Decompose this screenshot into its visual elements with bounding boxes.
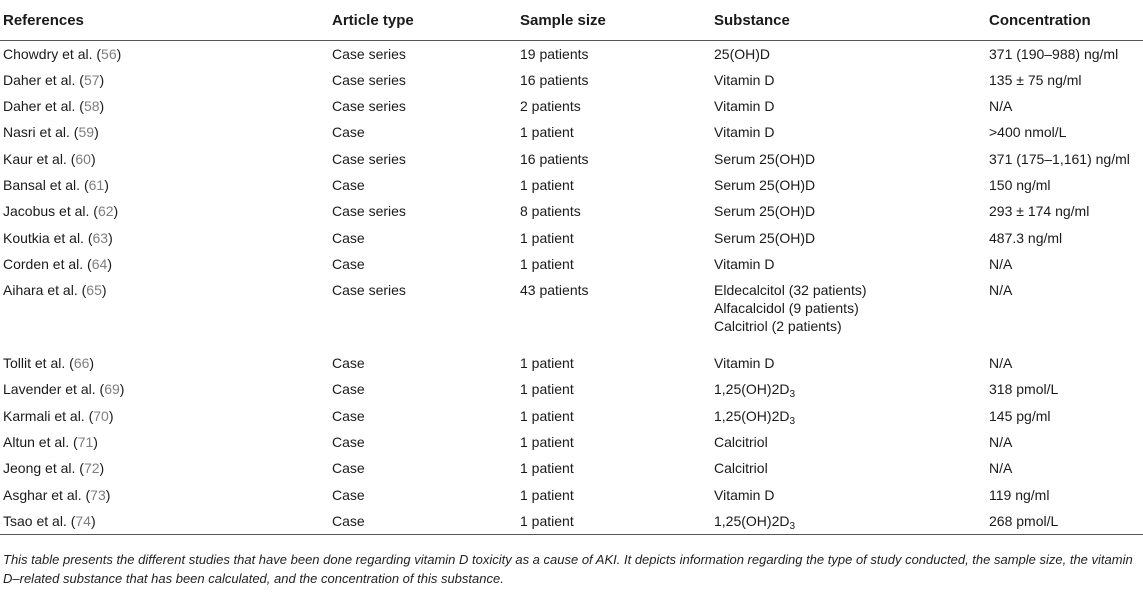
- table-caption: This table presents the different studies that have been done regarding vitamin D toxicity as a cause of AKI. It depicts information regarding the type of study conducted, the sample size, the vitamin D–related substance that has been calculated, and the concentration of this substance.: [3, 552, 1133, 586]
- reference-link[interactable]: 72: [83, 460, 100, 477]
- cell-sample-size: 43 patients: [520, 282, 589, 299]
- reference-author: Tollit et al.: [3, 355, 66, 372]
- reference-link[interactable]: 64: [91, 255, 108, 272]
- cell-sample-size: 1 patient: [520, 460, 574, 477]
- reference-author: Asghar et al.: [3, 486, 82, 503]
- cell-concentration: N/A: [989, 282, 1013, 299]
- substance-line: [714, 150, 986, 168]
- cell-reference: Bansal et al. (61): [3, 176, 109, 193]
- cell-sample-size: 19 patients: [520, 46, 589, 62]
- cell-reference: Tollit et al. (66): [3, 355, 95, 372]
- cell-reference: Koutkia et al. (63): [3, 229, 113, 246]
- cell-reference: Corden et al. (64): [3, 255, 112, 272]
- substance-subscript: 3: [789, 415, 796, 427]
- cell-article-type: Case: [332, 355, 365, 372]
- cell-article-type: Case: [332, 407, 365, 424]
- cell-sample-size: 1 patient: [520, 407, 574, 424]
- cell-substance: [711, 225, 986, 251]
- cell-reference: Asghar et al. (73): [3, 486, 111, 503]
- cell-concentration: >400 nmol/L: [989, 124, 1067, 141]
- cell-article-type: Case series: [332, 71, 406, 88]
- cell-reference: Nasri et al. (59): [3, 124, 99, 141]
- cell-article-type: Case: [332, 176, 365, 193]
- substance-line: [714, 512, 986, 530]
- substance-line: [714, 255, 986, 273]
- reference-author: Daher et al.: [3, 98, 76, 115]
- substance-line: [714, 380, 986, 401]
- reference-author: Nasri et al.: [3, 124, 70, 141]
- cell-article-type: Case: [332, 381, 365, 398]
- cell-reference: Daher et al. (58): [3, 98, 105, 115]
- header-concentration: Concentration: [986, 0, 1143, 41]
- cell-reference: Daher et al. (57): [3, 71, 105, 88]
- cell-article-type: Case: [332, 460, 365, 477]
- reference-link[interactable]: 65: [86, 282, 102, 299]
- cell-article-type: Case: [332, 124, 365, 141]
- substance-text: Alfacalcidol (9 patients): [714, 300, 859, 317]
- cell-sample-size: 1 patient: [520, 355, 574, 372]
- reference-link[interactable]: 69: [104, 381, 120, 398]
- cell-article-type: Case: [332, 486, 365, 503]
- cell-concentration: 150 ng/ml: [989, 176, 1051, 193]
- table-row: [0, 225, 1143, 251]
- substance-line: [714, 299, 986, 317]
- cell-article-type: Case: [332, 255, 365, 272]
- cell-substance: [711, 429, 986, 455]
- reference-author: Tsao et al.: [3, 512, 67, 529]
- cell-sample-size: 8 patients: [520, 203, 581, 220]
- cell-article-type: Case series: [332, 282, 406, 299]
- cell-sample-size: 16 patients: [520, 71, 589, 88]
- reference-link[interactable]: 56: [101, 46, 117, 62]
- cell-concentration: 487.3 ng/ml: [989, 229, 1063, 246]
- cell-concentration: 119 ng/ml: [989, 486, 1050, 503]
- cell-substance: [711, 119, 986, 145]
- header-sample-size: Sample size: [517, 0, 711, 41]
- substance-line: [714, 229, 986, 247]
- table-row: [0, 482, 1143, 508]
- cell-reference: Kaur et al. (60): [3, 150, 96, 167]
- table-row: [0, 93, 1143, 119]
- table-row: [0, 403, 1143, 429]
- cell-concentration: N/A: [989, 355, 1013, 372]
- cell-concentration: 318 pmol/L: [989, 381, 1059, 398]
- cell-sample-size: 1 patient: [520, 229, 574, 246]
- cell-substance: [711, 455, 986, 481]
- substance-line: [714, 123, 986, 141]
- table-row: [0, 41, 1143, 67]
- cell-concentration: 371 (175–1,161) ng/ml: [989, 150, 1130, 167]
- header-substance: Substance: [711, 0, 986, 41]
- substance-line: [714, 176, 986, 194]
- reference-author: Bansal et al.: [3, 176, 81, 193]
- cell-substance: [711, 376, 986, 402]
- header-references: References: [0, 0, 329, 41]
- cell-article-type: Case: [329, 508, 517, 534]
- reference-author: Daher et al.: [3, 71, 76, 88]
- cell-concentration: N/A: [989, 98, 1013, 115]
- cell-article-type: Case: [332, 434, 365, 451]
- reference-link[interactable]: 70: [93, 407, 109, 424]
- substance-text: Vitamin D: [714, 71, 775, 88]
- substance-line: [714, 71, 986, 89]
- cell-substance: [711, 146, 986, 172]
- substance-line: [714, 317, 986, 335]
- substance-text: Serum 25(OH)D: [714, 203, 816, 220]
- substance-text: Calcitriol: [714, 434, 768, 451]
- cell-reference: Lavender et al. (69): [3, 381, 125, 398]
- substance-text: 1,25(OH)2D: [714, 512, 790, 529]
- reference-link[interactable]: 59: [78, 124, 95, 141]
- cell-reference: Karmali et al. (70): [3, 407, 114, 424]
- reference-author: Jeong et al.: [3, 460, 76, 477]
- table-row: [0, 455, 1143, 481]
- substance-subscript: 3: [789, 389, 796, 401]
- table-row: [0, 429, 1143, 455]
- cell-reference: Altun et al. (71): [3, 434, 98, 451]
- cell-reference: Jeong et al. (72): [3, 460, 105, 477]
- table-header-row: [0, 0, 1143, 41]
- substance-text: Serum 25(OH)D: [714, 150, 816, 167]
- reference-author: Aihara et al.: [3, 282, 78, 299]
- cell-article-type: Case series: [332, 203, 406, 220]
- cell-substance: [711, 93, 986, 119]
- cell-sample-size: 1 patient: [520, 255, 574, 272]
- reference-link[interactable]: 66: [73, 355, 90, 372]
- table-row: [0, 350, 1143, 376]
- cell-substance: [711, 67, 986, 93]
- substance-line: [714, 97, 986, 115]
- cell-substance: [711, 251, 986, 277]
- reference-link[interactable]: 61: [88, 176, 105, 193]
- reference-author: Lavender et al.: [3, 381, 96, 398]
- substance-text: Serum 25(OH)D: [714, 176, 816, 193]
- reference-author: Koutkia et al.: [3, 229, 84, 246]
- substance-text: Eldecalcitol (32 patients): [714, 282, 867, 299]
- cell-substance: [711, 41, 986, 67]
- substance-line: [714, 202, 986, 220]
- cell-substance: [711, 198, 986, 224]
- cell-sample-size: 1 patient: [517, 508, 711, 534]
- reference-link[interactable]: 62: [97, 203, 114, 220]
- reference-author: Jacobus et al.: [3, 203, 90, 220]
- reference-link[interactable]: 60: [75, 150, 91, 167]
- cell-reference: Tsao et al. (74): [0, 508, 329, 534]
- cell-concentration: 145 pg/ml: [989, 407, 1051, 424]
- substance-text: 1,25(OH)2D: [714, 407, 790, 424]
- substance-text: Vitamin D: [714, 124, 775, 141]
- substance-line: [714, 486, 986, 504]
- substance-text: Calcitriol: [714, 460, 768, 477]
- header-article-type: Article type: [329, 0, 517, 41]
- cell-substance: [711, 403, 986, 429]
- cell-sample-size: 1 patient: [520, 434, 574, 451]
- substance-line: [714, 459, 986, 477]
- substance-line: [714, 354, 986, 372]
- cell-concentration: N/A: [989, 434, 1013, 451]
- substance-text: Serum 25(OH)D: [714, 229, 816, 246]
- table-row: [0, 277, 1143, 350]
- reference-author: Karmali et al.: [3, 407, 85, 424]
- substance-text: Vitamin D: [714, 355, 775, 372]
- table-row: [0, 508, 1143, 534]
- cell-sample-size: 1 patient: [520, 176, 574, 193]
- reference-author: Altun et al.: [3, 434, 70, 451]
- substance-subscript: 3: [789, 520, 796, 532]
- substance-text: Vitamin D: [714, 255, 775, 272]
- cell-substance: [711, 172, 986, 198]
- substance-text: Calcitriol (2 patients): [714, 318, 842, 335]
- reference-link[interactable]: 58: [83, 98, 100, 115]
- cell-concentration: 371 (190–988) ng/ml: [989, 46, 1119, 62]
- cell-reference: Chowdry et al. (56): [3, 46, 122, 62]
- substance-line: [714, 281, 986, 299]
- cell-concentration: N/A: [989, 255, 1013, 272]
- substance-text: 1,25(OH)2D: [714, 381, 790, 398]
- table-row: [0, 67, 1143, 93]
- reference-link[interactable]: 71: [77, 434, 94, 451]
- cell-concentration: N/A: [989, 460, 1013, 477]
- cell-reference: Aihara et al. (65): [3, 282, 107, 299]
- cell-sample-size: 2 patients: [520, 98, 581, 115]
- cell-article-type: Case series: [332, 98, 406, 115]
- table-row: [0, 119, 1143, 145]
- cell-article-type: Case series: [332, 150, 406, 167]
- table-row: [0, 198, 1143, 224]
- table-row: [0, 172, 1143, 198]
- reference-author: Kaur et al.: [3, 150, 67, 167]
- cell-concentration: 135 ± 75 ng/ml: [989, 71, 1082, 88]
- table-row: [0, 146, 1143, 172]
- table-body: [0, 41, 1143, 535]
- cell-substance: [711, 350, 986, 376]
- reference-author: Chowdry et al.: [3, 46, 93, 62]
- cell-substance: [711, 482, 986, 508]
- reference-link[interactable]: 74: [75, 512, 91, 529]
- table-row: [0, 251, 1143, 277]
- substance-line: [714, 45, 986, 63]
- substance-text: Vitamin D: [714, 98, 775, 115]
- cell-substance: [711, 508, 986, 534]
- cell-concentration: 293 ± 174 ng/ml: [989, 203, 1090, 220]
- cell-article-type: Case series: [332, 46, 406, 62]
- cell-sample-size: 1 patient: [520, 486, 574, 503]
- reference-link[interactable]: 63: [92, 229, 109, 246]
- substance-text: Vitamin D: [714, 486, 775, 503]
- cell-article-type: Case: [332, 229, 365, 246]
- cell-concentration: 268 pmol/L: [986, 508, 1143, 534]
- table-row: [0, 376, 1143, 402]
- cell-sample-size: 1 patient: [520, 381, 574, 398]
- cell-reference: Jacobus et al. (62): [3, 203, 119, 220]
- reference-link[interactable]: 57: [83, 71, 100, 88]
- cell-sample-size: 16 patients: [520, 150, 589, 167]
- substance-line: [714, 433, 986, 451]
- reference-link[interactable]: 73: [90, 486, 106, 503]
- cell-sample-size: 1 patient: [520, 124, 574, 141]
- reference-author: Corden et al.: [3, 255, 84, 272]
- cell-substance: [711, 277, 986, 350]
- substance-line: [714, 407, 986, 425]
- substance-text: 25(OH)D: [714, 46, 771, 62]
